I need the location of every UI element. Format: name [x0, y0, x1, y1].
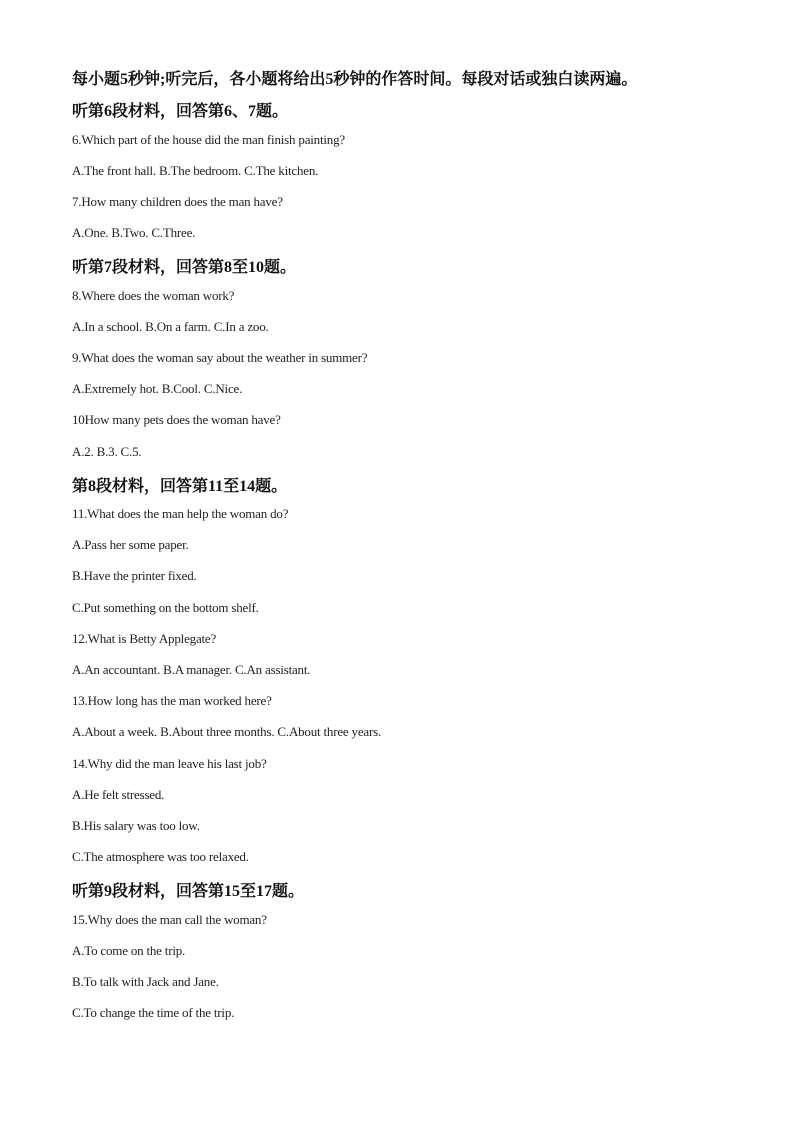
question-13-options: A.About a week. B.About three months. C.About three years.: [72, 724, 382, 739]
question-13: 13.How long has the man worked here?: [72, 693, 272, 708]
question-14-option-a: A.He felt stressed.: [72, 787, 165, 802]
question-14-option-b: B.His salary was too low.: [72, 818, 200, 833]
question-14-option-c: C.The atmosphere was too relaxed.: [72, 849, 249, 864]
section-7-heading: 听第7段材料，回答第8至10题。: [72, 259, 297, 276]
question-14: 14.Why did the man leave his last job?: [72, 756, 267, 771]
question-15-option-c: C.To change the time of the trip.: [72, 1005, 235, 1020]
question-15-option-a: A.To come on the trip.: [72, 943, 186, 958]
question-11-option-c: C.Put something on the bottom shelf.: [72, 600, 259, 615]
question-15-option-b: B.To talk with Jack and Jane.: [72, 974, 219, 989]
question-10-options: A.2. B.3. C.5.: [72, 444, 142, 459]
question-9: 9.What does the woman say about the weather in summer?: [72, 350, 368, 365]
section-8-heading: 第8段材料，回答第11至14题。: [72, 478, 288, 495]
question-8: 8.Where does the woman work?: [72, 288, 235, 303]
question-8-options: A.In a school. B.On a farm. C.In a zoo.: [72, 319, 269, 334]
question-6: 6.Which part of the house did the man finish painting?: [72, 132, 345, 147]
question-6-options: A.The front hall. B.The bedroom. C.The kitchen.: [72, 163, 319, 178]
question-11-option-b: B.Have the printer fixed.: [72, 568, 197, 583]
question-9-options: A.Extremely hot. B.Cool. C.Nice.: [72, 381, 243, 396]
question-15: 15.Why does the man call the woman?: [72, 912, 267, 927]
intro-instruction: 每小题5秒钟;听完后，各小题将给出5秒钟的作答时间。每段对话或独白读两遍。: [72, 71, 638, 88]
question-7-options: A.One. B.Two. C.Three.: [72, 225, 196, 240]
question-12: 12.What is Betty Applegate?: [72, 631, 217, 646]
question-12-options: A.An accountant. B.A manager. C.An assistant.: [72, 662, 311, 677]
question-7: 7.How many children does the man have?: [72, 194, 283, 209]
section-6-heading: 听第6段材料，回答第6、7题。: [72, 103, 289, 120]
question-10: 10How many pets does the woman have?: [72, 412, 281, 427]
question-11: 11.What does the man help the woman do?: [72, 506, 289, 521]
question-11-option-a: A.Pass her some paper.: [72, 537, 189, 552]
section-9-heading: 听第9段材料，回答第15至17题。: [72, 883, 305, 900]
